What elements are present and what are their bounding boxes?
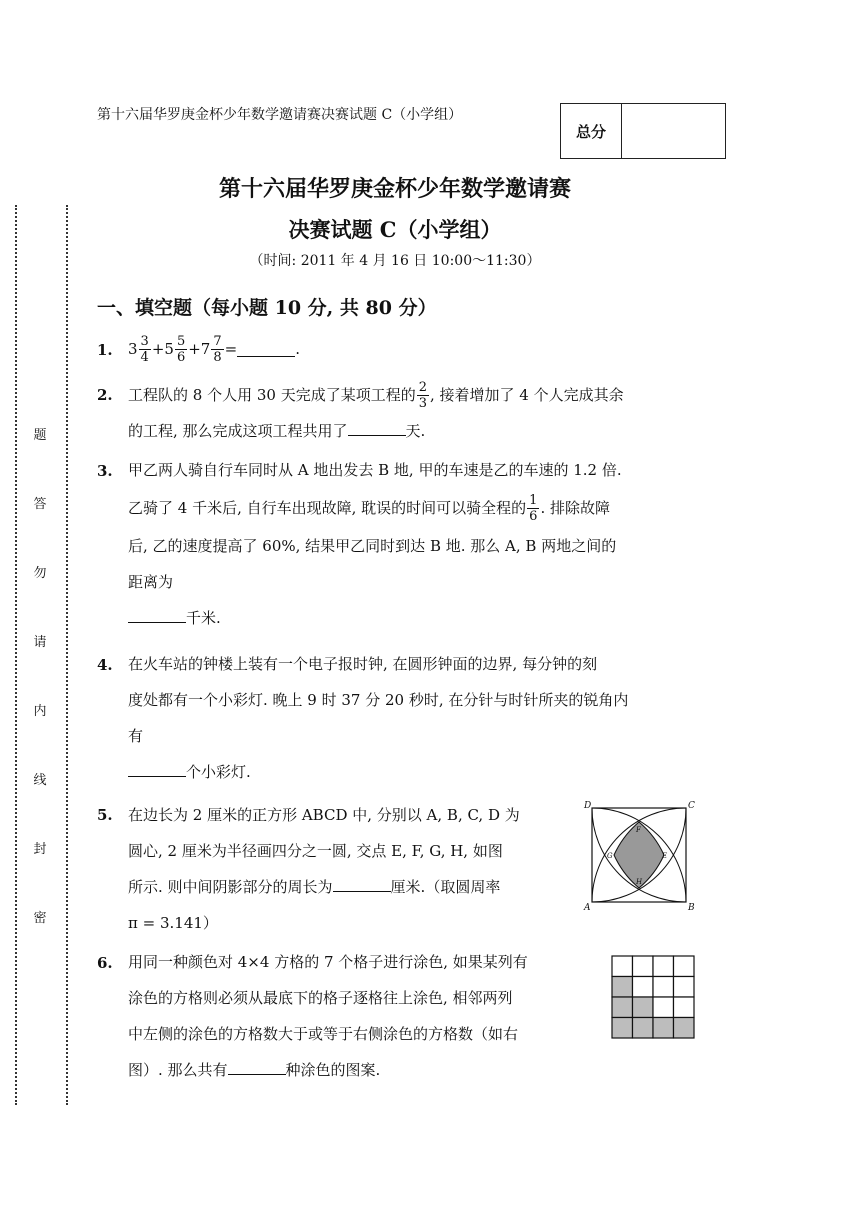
label-f: F [636, 826, 641, 834]
shaded-cell [612, 977, 633, 998]
side-char: 请 [33, 635, 47, 650]
shaded-cell [633, 1018, 654, 1039]
label-d: D [584, 801, 592, 811]
exam-subtitle: 决赛试题 C（小学组） [288, 217, 502, 242]
label-g: G [607, 852, 613, 860]
empty-cell [653, 977, 674, 998]
question-3: 甲乙两人骑自行车同时从 A 地出发去 B 地, 甲的车速是乙的车速的 1.2 倍. 乙骑了 4 千米后, 自行车出现故障, 耽误的时间可以骑全程的 $\frac{1}{6}$ . 排除故障 后, 乙的速度提高了 60%, 结果甲乙同时到达 B 地. 那么 A, B 两地之间的 距离为 千米. [128, 461, 622, 627]
grid-cells [612, 956, 694, 1038]
grid-4x4-figure [611, 955, 695, 1039]
empty-cell [674, 956, 695, 977]
exam-title: 第十六届华罗庚金杯少年数学邀请赛 [218, 176, 571, 202]
empty-cell [653, 956, 674, 977]
label-e: E [662, 852, 668, 860]
side-char: 封 [33, 842, 47, 857]
empty-cell [612, 956, 633, 977]
question-number: 4. [97, 656, 113, 674]
empty-cell [674, 997, 695, 1018]
fraction: $\frac{7}{8}$ [213, 333, 222, 365]
side-char: 答 [33, 497, 47, 512]
section-heading: 一、填空题（每小题 10 分, 共 80 分） [97, 297, 437, 319]
answer-blank[interactable] [348, 421, 406, 436]
side-char: 密 [33, 911, 47, 926]
question-2: 工程队的 8 个人用 30 天完成了某项工程的 $\frac{2}{3}$ , 接着增加了 4 个人完成其余 的工程, 那么完成这项工程共用了 天. [128, 379, 624, 440]
binding-line-outer [15, 205, 17, 1105]
label-b: B [688, 903, 695, 912]
binding-line-inner [66, 205, 68, 1105]
empty-cell [674, 977, 695, 998]
fraction: $\frac{1}{6}$ [529, 492, 538, 524]
quarter-circles-figure [580, 798, 700, 912]
question-number: 3. [97, 462, 113, 480]
answer-blank[interactable] [228, 1060, 286, 1075]
fraction: $\frac{5}{6}$ [176, 333, 186, 365]
answer-blank[interactable] [128, 608, 186, 623]
shaded-cell [653, 1018, 674, 1039]
fraction: $\frac{2}{3}$ [418, 379, 427, 411]
empty-cell [633, 977, 654, 998]
shaded-cell [674, 1018, 695, 1039]
question-5: 在边长为 2 厘米的正方形 ABCD 中, 分别以 A, B, C, D 为 圆心, 2 厘米为半径画四分之一圆, 交点 E, F, G, H, 如图 所示. 则中间阴影部分的周长为 厘米.（取圆周率 π = 3.141） [128, 806, 520, 932]
question-number: 2. [97, 386, 113, 404]
label-c: C [688, 801, 695, 811]
side-char: 线 [33, 773, 47, 788]
running-header: 第十六届华罗庚金杯少年数学邀请赛决赛试题 C（小学组） [97, 107, 463, 123]
question-4: 在火车站的钟楼上装有一个电子报时钟, 在圆形钟面的边界, 每分钟的刻 度处都有一个小彩灯. 晚上 9 时 37 分 20 秒时, 在分针与时针所夹的锐角内 有 个小彩灯. [128, 655, 629, 781]
question-number: 1. [97, 341, 113, 359]
answer-blank[interactable] [237, 342, 295, 357]
side-char: 内 [33, 704, 47, 719]
empty-cell [633, 956, 654, 977]
fraction: $\frac{3}{4}$ [140, 333, 149, 365]
score-label: 总分 [561, 104, 622, 158]
label-h: H [636, 878, 643, 886]
shaded-cell [612, 1018, 633, 1039]
shaded-cell [612, 997, 633, 1018]
question-number: 6. [97, 954, 113, 972]
question-number: 5. [97, 806, 113, 824]
label-a: A [584, 903, 591, 912]
empty-cell [653, 997, 674, 1018]
side-char: 题 [33, 428, 47, 443]
side-char: 勿 [33, 566, 47, 581]
shaded-cell [633, 997, 654, 1018]
question-1: 3 $\frac{3}{4}$ +5 $\frac{5}{6}$ +7 $\frac{7}{8}$ = . [128, 333, 300, 365]
answer-blank[interactable] [128, 762, 186, 777]
answer-blank[interactable] [333, 877, 391, 892]
exam-time: （时间: 2011 年 4 月 16 日 10:00～11:30） [249, 253, 541, 269]
score-box[interactable] [560, 103, 726, 159]
question-6: 用同一种颜色对 4×4 方格的 7 个格子进行涂色, 如果某列有 涂色的方格则必须从最底下的格子逐格往上涂色, 相邻两列 中左侧的涂色的方格数大于或等于右侧涂色的方格数（如右 图）. 那么共有 种涂色的图案. [128, 953, 528, 1079]
